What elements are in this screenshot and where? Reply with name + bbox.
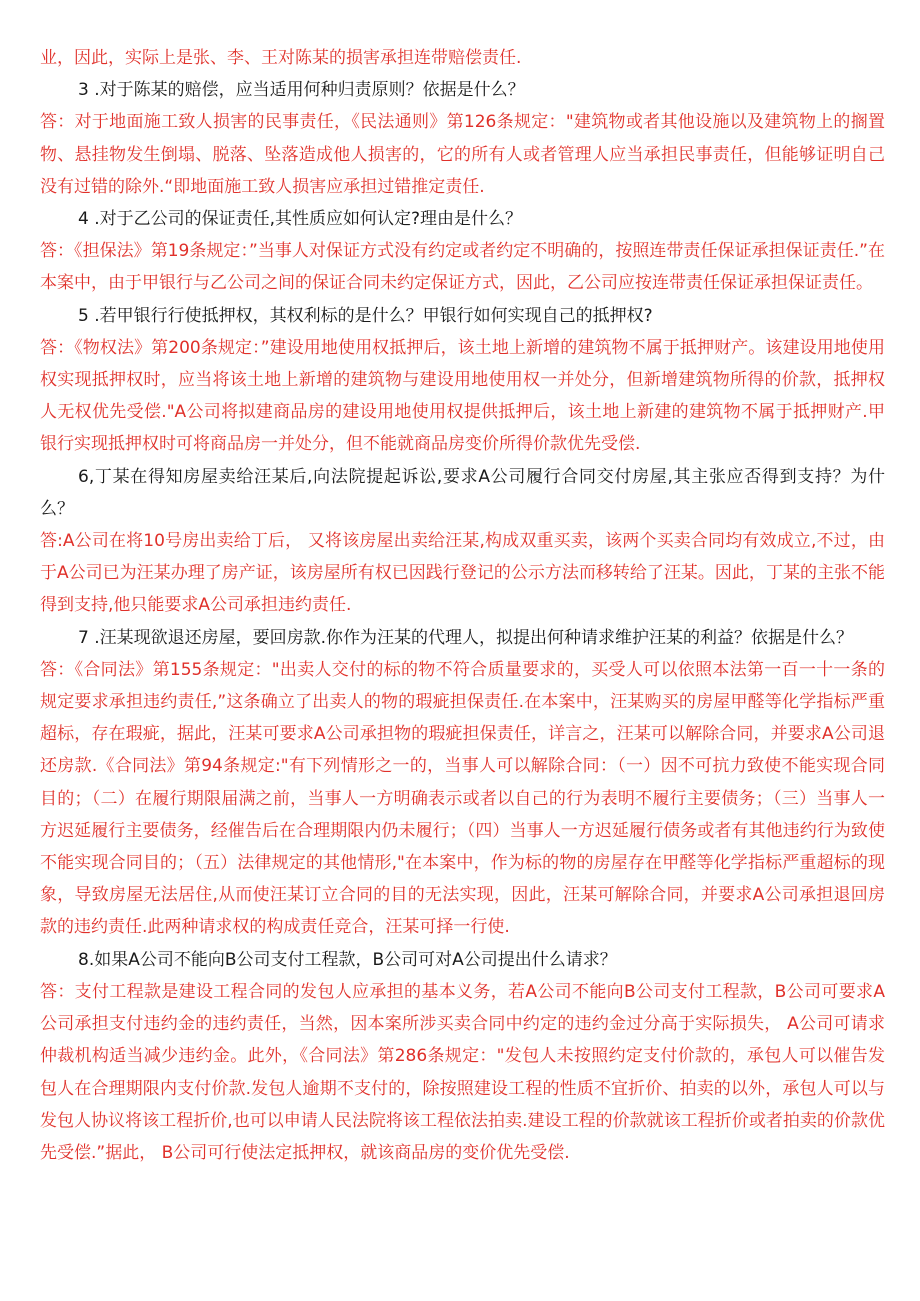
answer-paragraph: 答：《担保法》第19条规定：”当事人对保证方式没有约定或者约定不明确的，按照连带责任保证承担保证责任.”在本案中，由于甲银行与乙公司之间的保证合同未约定保证方式，因此，乙公司应按连带责任保证承担保证责任。 [40,241,885,294]
answer-paragraph: 答:A公司在将10号房出卖给丁后， 又将该房屋出卖给汪某,构成双重买卖，该两个买卖合同均有效成立,不过，由于A公司已为汪某办理了房产证，该房屋所有权已因践行登记的公示方法而移转给了汪某。因此，丁某的主张不能得到支持,他只能要求A公司承担违约责任. [40,531,885,616]
question-paragraph: 4 .对于乙公司的保证责任,其性质应如何认定?理由是什么？ [78,209,523,230]
answer-paragraph: 答：《合同法》第155条规定："出卖人交付的标的物不符合质量要求的，买受人可以依照本法第一百一十一条的规定要求承担违约责任,”这条确立了出卖人的物的瑕疵担保责任.在本案中，汪某购买的房屋甲醛等化学指标严重超标，存在瑕疵，据此，汪某可要求A公司承担物的瑕疵担保责任，详言之，汪某可以解除合同，并要求A公司退还房款.《合同法》第94条规定:"有下列情形之一的，当事人可以解除合同：（一）因不可抗力致使不能实现合同目的；（二）在履行期限届满之前，当事人一方明确表示或者以自己的行为表明不履行主要债务；（三）当事人一方迟延履行主要债务，经催告后在合理期限内仍未履行；（四）当事人一方迟延履行债务或者有其他违约行为致使不能实现合同目的；（五）法律规定的其他情形,"在本案中，作为标的物的房屋存在甲醛等化学指标严重超标的现象，导致房屋无法居住,从而使汪某订立合同的目的无法实现，因此，汪某可解除合同，并要求A公司承担退回房款的违约责任.此两种请求权的构成责任竞合，汪某可择一行使. [40,659,885,938]
document-page [40,42,885,1169]
answer-paragraph: 答：《物权法》第200条规定：”建设用地使用权抵押后，该土地上新增的建筑物不属于抵押财产。该建设用地使用权实现抵押权时，应当将该土地上新增的建筑物与建设用地使用权一并处分，但新增建筑物所得的价款，抵押权人无权优先受偿."A公司将拟建商品房的建设用地使用权提供抵押后，该土地上新建的建筑物不属于抵押财产.甲银行实现抵押权时可将商品房一并处分，但不能就商品房变价所得价款优先受偿. [40,337,885,455]
question-paragraph: 5 .若甲银行行使抵押权，其权利标的是什么？甲银行如何实现自己的抵押权? [78,305,653,326]
question-paragraph: 6,丁某在得知房屋卖给汪某后,向法院提起诉讼,要求A公司履行合同交付房屋,其主张应否得到支持？为什么？ [40,466,885,519]
question-paragraph: 8.如果A公司不能向B公司支付工程款，B公司可对A公司提出什么请求？ [78,949,617,970]
answer-paragraph: 答：支付工程款是建设工程合同的发包人应承担的基本义务，若A公司不能向B公司支付工程款，B公司可要求A公司承担支付违约金的违约责任，当然，因本案所涉买卖合同中约定的违约金过分高于实际损失， A公司可请求仲裁机构适当减少违约金。此外，《合同法》第286条规定："发包人未按照约定支付价款的，承包人可以催告发包人在合理期限内支付价款.发包人逾期不支付的，除按照建设工程的性质不宜折价、拍卖的以外，承包人可以与发包人协议将该工程折价,也可以申请人民法院将该工程依法拍卖.建设工程的价款就该工程折价或者拍卖的价款优先受偿.”据此， B公司可行使法定抵押权，就该商品房的变价优先受偿. [40,981,885,1163]
question-paragraph: 7 .汪某现欲退还房屋，要回房款.你作为汪某的代理人，拟提出何种请求维护汪某的利益？依据是什么？ [78,627,854,648]
answer-paragraph: 业，因此，实际上是张、李、王对陈某的损害承担连带赔偿责任. [40,48,522,68]
answer-paragraph: 答：对于地面施工致人损害的民事责任，《民法通则》第126条规定："建筑物或者其他设施以及建筑物上的搁置物、悬挂物发生倒塌、脱落、坠落造成他人损害的，它的所有人或者管理人应当承担民事责任，但能够证明自己没有过错的除外.“即地面施工致人损害应承担过错推定责任. [40,112,885,197]
question-paragraph: 3 .对于陈某的赔偿，应当适用何种归责原则？依据是什么？ [78,80,525,101]
